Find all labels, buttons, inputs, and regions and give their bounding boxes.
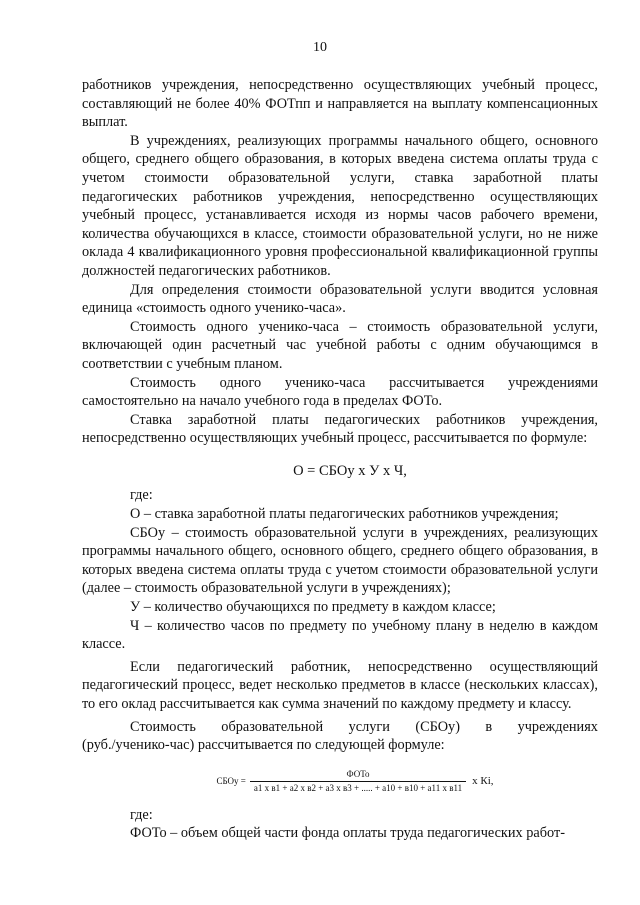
definition-foto: ФОТо – объем общей части фонда оплаты труда педагогических работ- <box>130 825 565 842</box>
stoimost-word: в <box>485 718 493 735</box>
stoimost-word: услуги <box>348 718 390 735</box>
paragraph-continuation: работников учреждения, непосредственно осуществляющих учебный процесс, составляющий не более 40% ФОТпп и направляется на выплату компенсационных выплат. <box>82 77 598 131</box>
formula2-rhs: х Кi, <box>472 774 494 787</box>
definition-ch: Ч – количество часов по предмету по учебному плану в неделю в каждом классе. <box>82 617 598 653</box>
formula-salary-rate: О = СБОу х У х Ч, <box>293 462 407 479</box>
where-label-2: где: <box>130 806 153 823</box>
formula2-fraction <box>250 769 466 794</box>
formula2-numerator: ФОТо <box>346 768 370 779</box>
stoimost-word: учреждениях <box>517 718 598 735</box>
stoimost-word: образовательной <box>221 718 324 735</box>
paragraph-formula-intro: Ставка заработной платы педагогических работников учреждения, непосредственно осуществляющих учебный процесс, рассчитывается по формуле: <box>82 411 598 447</box>
paragraph-salary-rate-rule: В учреждениях, реализующих программы начального общего, основного общего, среднего общего образования, в которых введена система оплаты труда с учетом стоимости образовательной услуги, ставка заработной платы педагогических работников учреждения, непосредственно осуществляющих учебный процесс, устанавливается исходя из нормы часов рабочего времени, количества обучающихся в классе, стоимости образовательной услуги, но не ниже оклада 4 квалификационного уровня профессиональной квалификационной группы должностей педагогических работников. <box>82 132 598 279</box>
formula-service-cost <box>82 769 598 794</box>
paragraph-cost-calculation: Стоимость одного ученико-часа рассчитывается учреждениями самостоятельно на начало учебного года в пределах ФОТо. <box>82 374 598 410</box>
formula2-denominator: а1 х в1 + а2 х в2 + а3 х в3 + ..... + а10 + в10 + а11 х в11 <box>253 782 463 793</box>
formula2-lhs: СБОу = <box>216 775 246 786</box>
stoimost-word: (СБОу) <box>415 718 460 735</box>
stoimost-word: Стоимость <box>130 718 196 735</box>
paragraph-student-hour-cost: Стоимость одного ученико-часа – стоимость образовательной услуги, включающей один расчетный час учебной работы с одним обучающимся в соответствии с учебным планом. <box>82 318 598 372</box>
where-label: где: <box>130 487 153 504</box>
stoimost-line <box>82 718 598 737</box>
definition-u: У – количество обучающихся по предмету в каждом классе; <box>130 599 496 616</box>
paragraph-multiple-subjects: Если педагогический работник, непосредственно осуществляющий педагогический процесс, ведет несколько предметов в классе (нескольких классах), то его оклад рассчитывается как сумма значений по каждому предмету и классу. <box>82 658 598 712</box>
definition-sbou: СБОу – стоимость образовательной услуги в учреждениях, реализующих программы начального общего, основного общего, среднего общего образования, в которых введена система оплаты труда с учетом стоимости образовательной услуги (далее – стоимость образовательной услуги в учреждениях); <box>82 524 598 597</box>
definition-o: О – ставка заработной платы педагогических работников учреждения; <box>130 506 559 523</box>
page-number: 10 <box>313 40 327 55</box>
paragraph-unit-definition: Для определения стоимости образовательной услуги вводится условная единица «стоимость одного ученико-часа». <box>82 281 598 317</box>
body-text <box>82 76 598 843</box>
stoimost-line-rest: (руб./ученико-час) рассчитывается по следующей формуле: <box>82 737 445 754</box>
